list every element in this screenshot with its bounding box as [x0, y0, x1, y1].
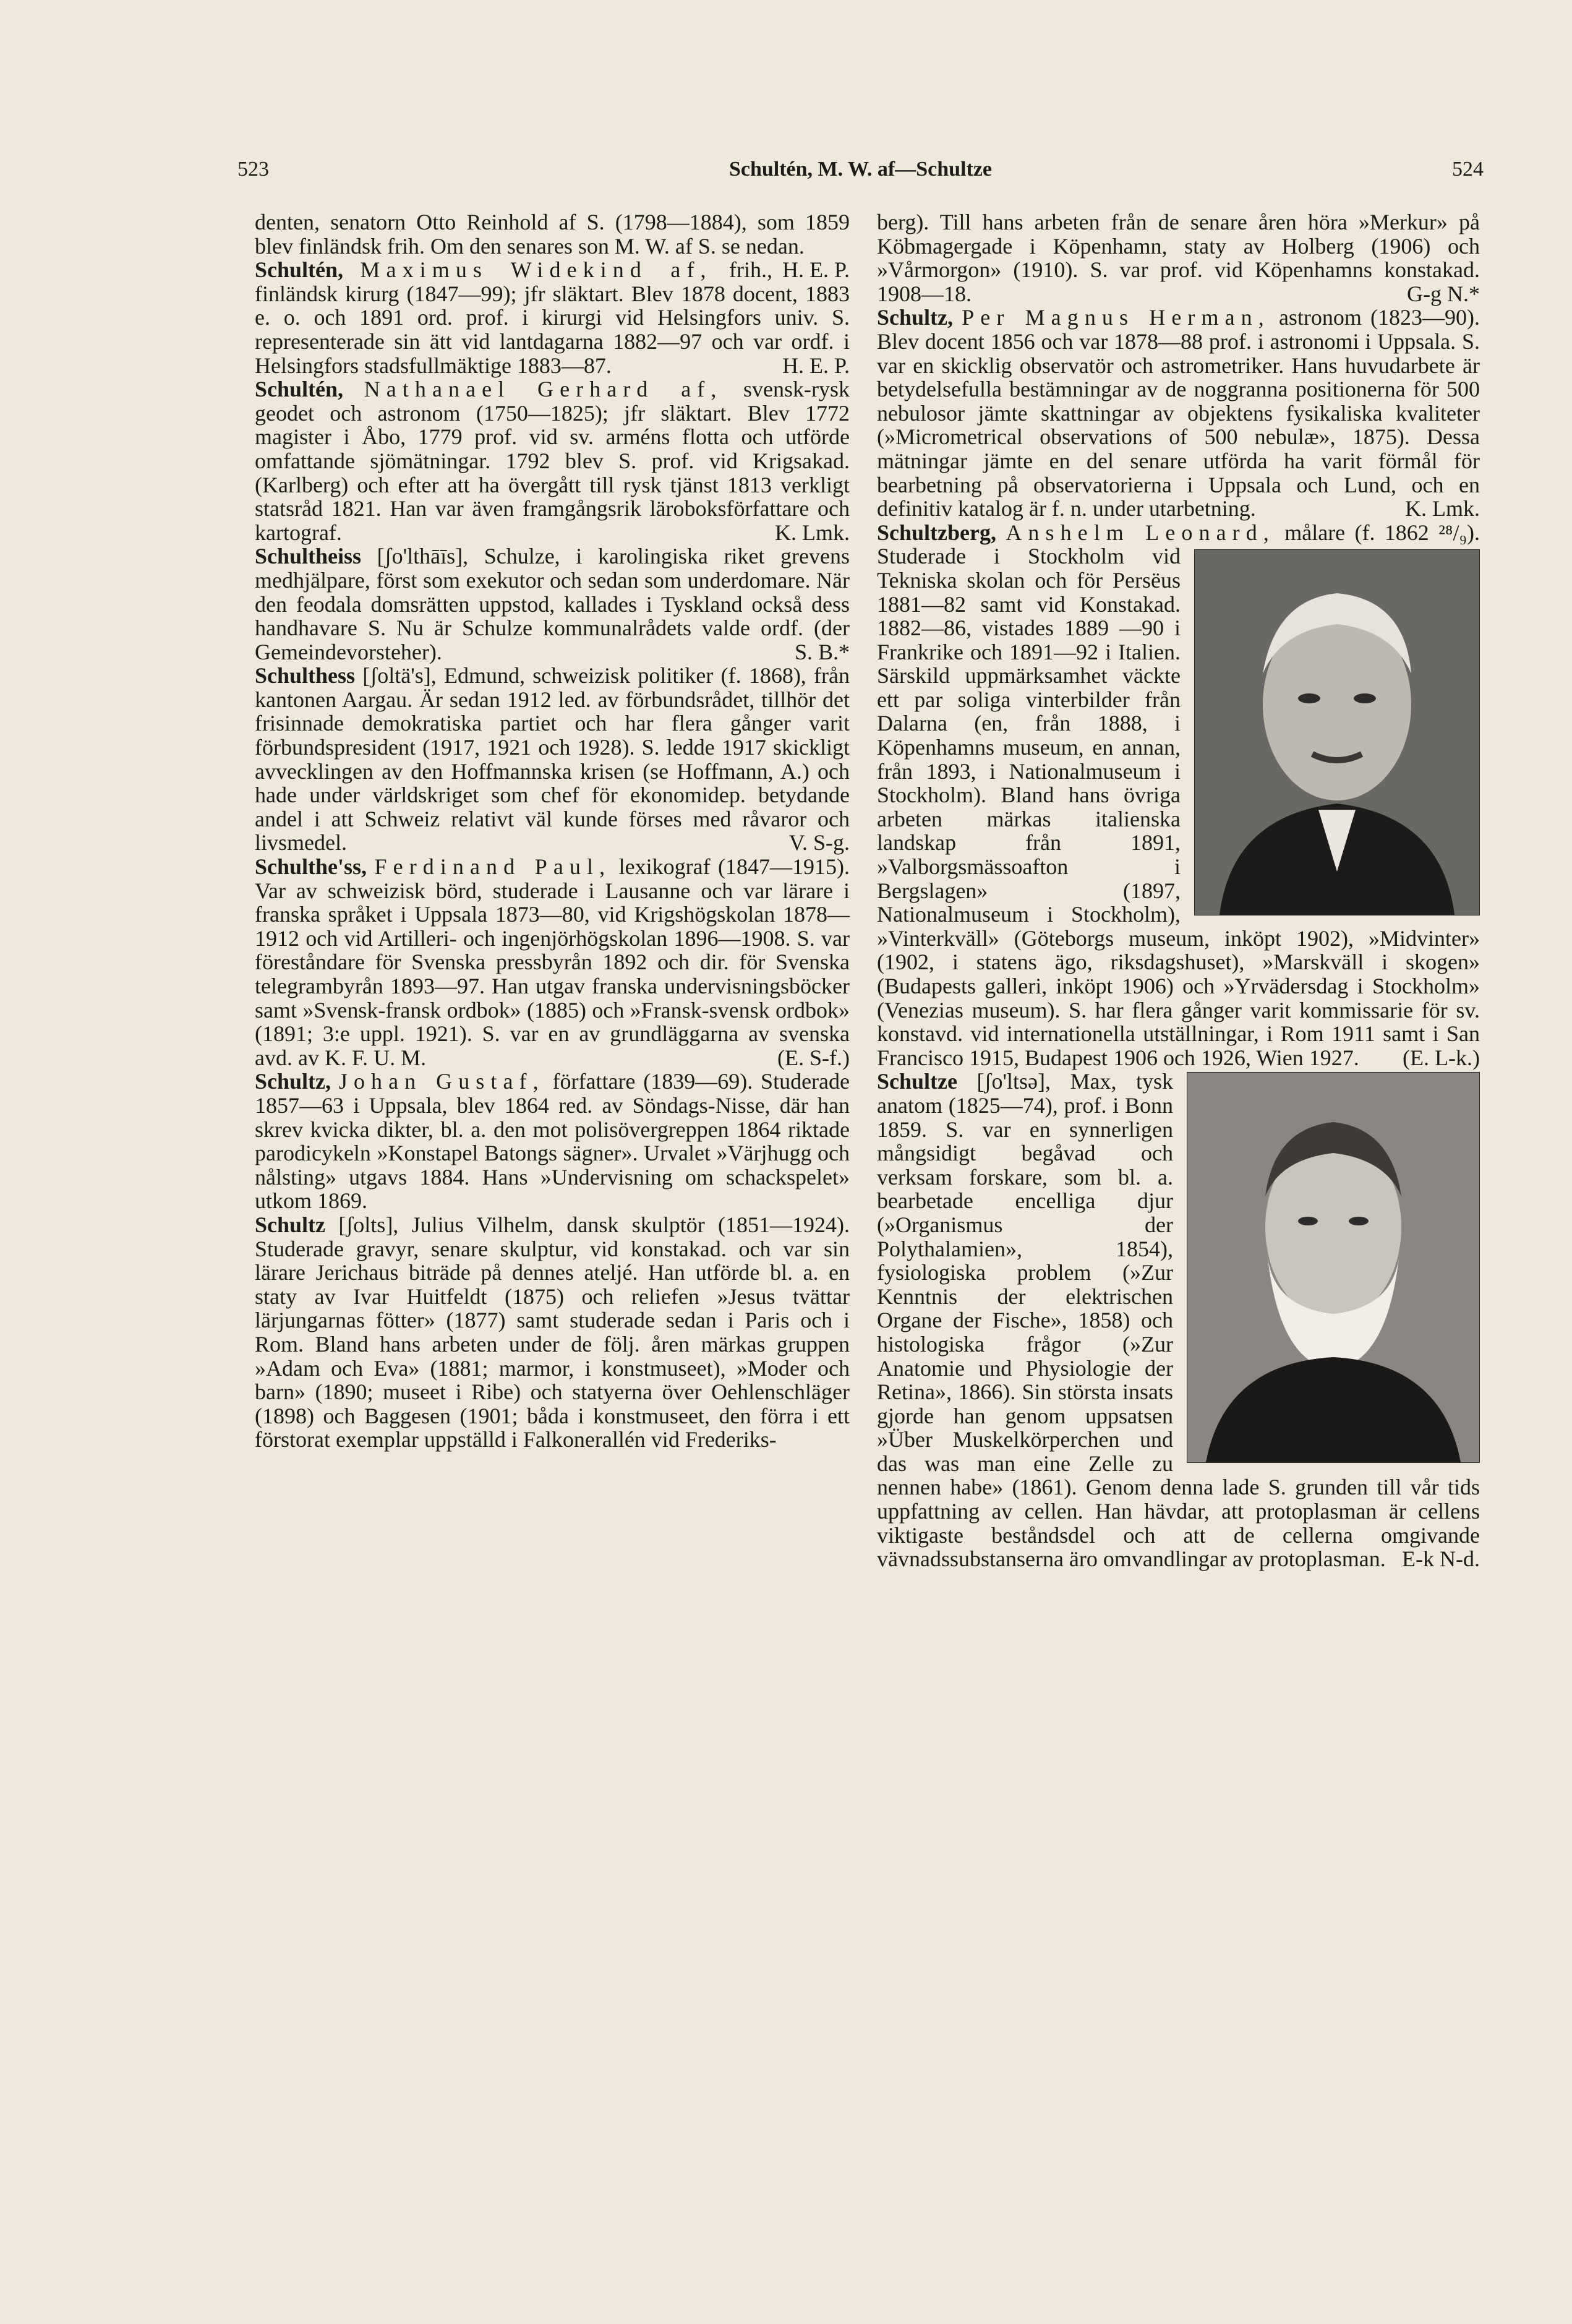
- signature: H. E. P.: [782, 353, 850, 378]
- entry-headword: Schultén,: [255, 257, 344, 283]
- entry-headword: Schultzberg,: [877, 520, 996, 545]
- running-title: Schultén, M. W. af—Schultze: [728, 158, 993, 181]
- entry: Schulthess [ʃoltä's], Edmund, schweizisk politiker (f. 1868), från kantonen Aargau. Är sedan 1912 led. av förbundsrådet, tillhör det frisinnade demokratiska partiet och har flera gånger varit förbundspresident (1917, 1921 och 1928). S. ledde 1917 skickligt avvecklingen av den Hoffmannska krisen (se Hoffmann, A.) och hade under världskriget som chef för ekonomidep. betydande andel i att Schweiz relativt väl kunde förses med råvaror och livsmedel. V. S-g.: [255, 663, 850, 855]
- page-number-left: 523: [237, 158, 269, 181]
- entry-headword: Schultz,: [255, 1069, 331, 1094]
- page-number-right: 524: [1452, 158, 1484, 181]
- signature: G-g N.*: [1407, 281, 1480, 306]
- signature: S. B.*: [794, 639, 850, 664]
- entry: Schulthe'ss, Ferdinand Paul, lexikograf (1847—1915). Var av schweizisk börd, studerade i Lausanne och var lärare i franska språket i Uppsala 1873—80, vid Krigshögskolan 1878—1912 och vid Artilleri- och ingenjörhögskolan 1896—1908. S. var föreståndare för Svenska pressbyrån 1892 och dir. för Svenska telegrambyrån 1893—97. Han utgav franska undervisningsböcker samt »Svensk-fransk ordbok» (1885) och »Fransk-svensk ordbok» (1891; 3:e uppl. 1921). S. var en av grundläggarna av svenska avd. av K. F. U. M. (E. S-f.): [255, 854, 850, 1070]
- signature: K. Lmk.: [1405, 496, 1480, 521]
- entry-headword: Schultén,: [255, 377, 344, 402]
- entry: Schultze [ʃo'ltsə], Max, tysk anatom (1825—74), prof. i Bonn 1859. S. var en synnerligen mångsidigt begåvad och verksam forskare, som bl. a. bearbetade encelliga djur (»Organismus der Polythalamien», 1854), fysiologiska problem (»Zur Kenntnis der elektrischen Organe der Fische», 1858) och histologiska frågor (»Zur Anatomie und Physiologie der Retina», 1866). Sin största insats gjorde han genom uppsatsen »Über Muskelkörperchen und das was man eine Zelle zu nennen habe» (1861). Genom denna lade S. grunden till vår tids uppfattning av cellen. Han hävdar, att protoplasman är cellens viktigaste beståndsdel och att de cellerna omgivande vävnadssubstanserna äro omvandlingar av protoplasman. E-k N-d.: [877, 1069, 1480, 1572]
- entry: Schultz, Per Magnus Herman, astronom (1823—90). Blev docent 1856 och var 1878—88 prof. i astronomi i Uppsala. S. var en skicklig observatör och astrometriker. Hans huvudarbete är betydelsefulla bestämningar av de noggranna positionerna för 500 nebulosor jämte skattningar av objektens fysikaliska kvaliteter (»Micrometrical observations of 500 nebulæ», 1875). Dessa mätningar jämte en del senare utförda ha varit förmål för bearbetning på observatorierna i Uppsala och Lund, och en definitiv katalog är f. n. under utarbetning. K. Lmk.: [877, 305, 1480, 521]
- signature: (E. S-f.): [777, 1045, 850, 1070]
- entry: Schultén, Maximus Widekind af, frih., finländsk kirurg (1847—99); jfr släktart. Blev 1878 docent, 1883 e. o. och 1891 ord. prof. i kirurgi vid Helsingfors univ. S. representerade sin ätt vid lantdagarna 1882—97 och var ordf. i Helsingfors stadsfullmäktige 1883—87. H. E. P.: [255, 257, 850, 378]
- portrait-photo: [1194, 549, 1480, 915]
- entry-headword: Schultz,: [877, 305, 954, 330]
- signature: H. E. P.: [782, 257, 850, 283]
- signature: (E. L-k.): [1403, 1045, 1480, 1070]
- page-header: [237, 158, 1484, 195]
- signature: E-k N-d.: [1402, 1546, 1480, 1572]
- signature: K. Lmk.: [775, 520, 850, 545]
- portrait-photo: [1187, 1072, 1480, 1463]
- portrait-image: [1187, 1073, 1479, 1462]
- entry-headword: Schulthess: [255, 663, 356, 688]
- entry-headword: Schultheiss: [255, 544, 362, 569]
- entry-headword: Schultze: [877, 1069, 957, 1094]
- entry: denten, senatorn Otto Reinhold af S. (1798—1884), som 1859 blev finländsk frih. Om den senares son M. W. af S. se nedan. H. E. P.: [255, 210, 850, 283]
- entry: Schultén, Nathanael Gerhard af, svensk-rysk geodet och astronom (1750—1825); jfr släktart. Blev 1772 magister i Åbo, 1779 prof. vid sv. arméns flotta och utförde omfattande sjömätningar. 1792 blev S. prof. vid Krigsakad. (Karlberg) och efter att ha övergått till rysk tjänst 1813 verkligt statsråd 1821. Han var även framgångsrik läroboksförfattare och kartograf. K. Lmk.: [255, 377, 850, 545]
- right-column: [877, 210, 1480, 1571]
- entry: Schultz, Johan Gustaf, författare (1839—69). Studerade 1857—63 i Uppsala, blev 1864 red. av Söndags-Nisse, där han skrev kvicka dikter, bl. a. den mot polisövergreppen 1864 riktade parodicykeln »Konstapel Batongs sägner». Urvalet »Värjhugg och nålsting» utgavs 1884. Hans »Undervisning om schackspelet» utkom 1869.: [255, 1069, 850, 1214]
- entry: Schultz [ʃolts], Julius Vilhelm, dansk skulptör (1851—1924). Studerade gravyr, senare skulptur, vid konstakad. och var sin lärare Jerichaus biträde på dennes ateljé. Han utförde bl. a. en staty av Ivar Huitfeldt (1875) och reliefen »Jesus tvättar lärjungarnas fötter» (1877) samt studerade sedan i Paris och i Rom. Bland hans arbeten under de följ. åren märkas gruppen »Adam och Eva» (1881; marmor, i konstmuseet), »Moder och barn» (1890; museet i Ribe) och statyerna över Oehlenschläger (1898) och Baggesen (1901; båda i konstmuseet, den förra i ett förstorat exemplar uppställd i Falkonerallén vid Frederiks-: [255, 1212, 850, 1452]
- entry-headword: Schultz: [255, 1212, 326, 1237]
- entry: Schultheiss [ʃo'lthāīs], Schulze, i karolingiska riket grevens medhjälpare, först som exekutor och sedan som underdomare. När den feodala domsrätten uppstod, kallades i Tyskland också dess handhavare S. Nu är Schulze kommunalrådets valde ordf. (der Gemeindevorsteher). S. B.*: [255, 544, 850, 664]
- entry: Schultzberg, Anshelm Leonard, målare (f. 1862 ²⁸/₉). Studerade i Stockholm vid Tekniska skolan och för Persëus 1881—82 samt vid Konstakad. 1882—86, vistades 1889 —90 i Frankrike och 1891—92 i Italien. Särskild uppmärksamhet väckte ett par soliga vinterbilder från Dalarna (en, från 1888, i Köpenhamns museum, en annan, från 1893, i Nationalmuseum i Stockholm). Bland hans övriga arbeten märkas italienska landskap från 1891, »Valborgsmässoafton i Bergslagen» (1897, Nationalmuseum i Stockholm), »Vinterkväll» (Göteborgs museum, inköpt 1902), »Midvinter» (1902, i statens ägo, riksdagshuset), »Marskväll i skogen» (Budapests galleri, inköpt 1906) och »Yrvädersdag i Stockholm» (Venezias museum). S. har flera gånger varit kommissarie för sv. konstavd. vid internationella utställningar, i Rom 1911 samt i San Francisco 1915, Budapest 1906 och 1926, Wien 1927. (E. L-k.): [877, 520, 1480, 1070]
- entry-headword: Schulthe'ss,: [255, 854, 367, 880]
- portrait-image: [1195, 550, 1479, 915]
- entry: berg). Till hans arbeten från de senare åren höra »Merkur» på Köbmagergade i Köpenhamn, staty av Holberg (1906) och »Vårmorgon» (1910). S. var prof. vid Köpenhamns konstakad. 1908—18. G-g N.*: [877, 210, 1480, 306]
- signature: V. S-g.: [788, 830, 850, 855]
- left-column: [255, 210, 850, 1452]
